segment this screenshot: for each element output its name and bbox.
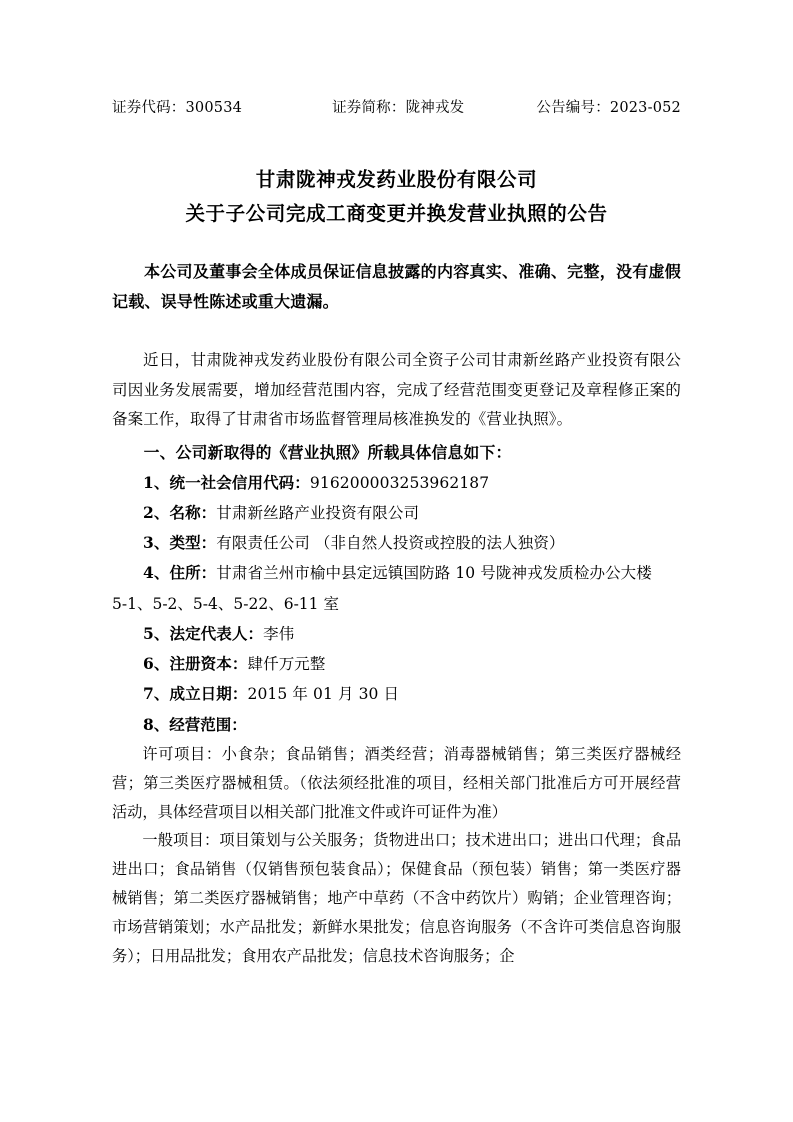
title-subject: 关于子公司完成工商变更并换发营业执照的公告: [185, 202, 608, 226]
item-value: 有限责任公司 （非自然人投资或控股的法人独资）: [216, 534, 565, 553]
security-abbreviation: 证券简称：陇神戎发: [332, 100, 465, 116]
title-company-name: 甘肃陇神戎发药业股份有限公司: [255, 168, 538, 191]
list-item: [112, 619, 681, 649]
announcement-number: 公告编号：2023-052: [536, 100, 681, 116]
item-label: 3、类型：: [143, 533, 217, 553]
list-item: [112, 558, 681, 588]
item-value: 916200003253962187: [309, 473, 490, 492]
item-label: 2、名称：: [143, 503, 217, 523]
list-item: [112, 468, 681, 498]
address-continuation: 5-1、5-2、5-4、5-22、6-11 室: [112, 594, 339, 613]
document-header: [112, 96, 681, 117]
item-label: 5、法定代表人：: [143, 623, 264, 643]
business-scope-permitted: 许可项目：小食杂；食品销售；酒类经营；消毒器械销售；第三类医疗器械经营；第三类医疗器械租赁。（依法须经批准的项目，经相关部门批准后方可开展经营活动，具体经营项目以相关部门批准文件或许可证件为准）: [112, 744, 681, 821]
item-value: 2015 年 01 月 30 日: [247, 685, 400, 704]
item-value: 甘肃新丝路产业投资有限公司: [216, 504, 420, 523]
list-item: [112, 528, 681, 558]
item-label: 7、成立日期：: [143, 684, 248, 704]
page-title: [112, 163, 681, 231]
security-code: 证券代码：300534: [112, 100, 243, 116]
list-item: [112, 679, 681, 709]
item-label: 1、统一社会信用代码：: [143, 472, 310, 492]
item-label: 4、住所：: [143, 563, 217, 583]
business-scope-general: 一般项目：项目策划与公关服务；货物进出口；技术进出口；进出口代理；食品进出口；食品销售（仅销售预包装食品）；保健食品（预包装）销售；第一类医疗器械销售；第二类医疗器械销售；地产中草药（不含中药饮片）购销；企业管理咨询；市场营销策划；水产品批发；新鲜水果批发；信息咨询服务（不含许可类信息咨询服务）；日用品批发；食用农产品批发；信息技术咨询服务；企: [112, 831, 681, 965]
item-value: 甘肃省兰州市榆中县定远镇国防路 10 号陇神戎发质检办公大楼: [216, 564, 652, 583]
list-item: [112, 649, 681, 679]
business-scope-heading: 8、经营范围：: [143, 714, 247, 734]
item-label: 6、注册资本：: [143, 654, 248, 674]
list-item: [112, 498, 681, 528]
section-heading-license-info: 一、公司新取得的《营业执照》所载具体信息如下：: [143, 442, 512, 462]
intro-paragraph: 近日，甘肃陇神戎发药业股份有限公司全资子公司甘肃新丝路产业投资有限公司因业务发展需要，增加经营范围内容，完成了经营范围变更登记及章程修正案的备案工作，取得了甘肃省市场监督管理局核准换发的《营业执照》。: [112, 351, 681, 428]
disclaimer-statement: 本公司及董事会全体成员保证信息披露的内容真实、准确、完整，没有虚假记载、误导性陈述或重大遗漏。: [112, 262, 681, 311]
item-value: 李伟: [263, 624, 295, 643]
item-value: 肆仟万元整: [247, 655, 326, 674]
